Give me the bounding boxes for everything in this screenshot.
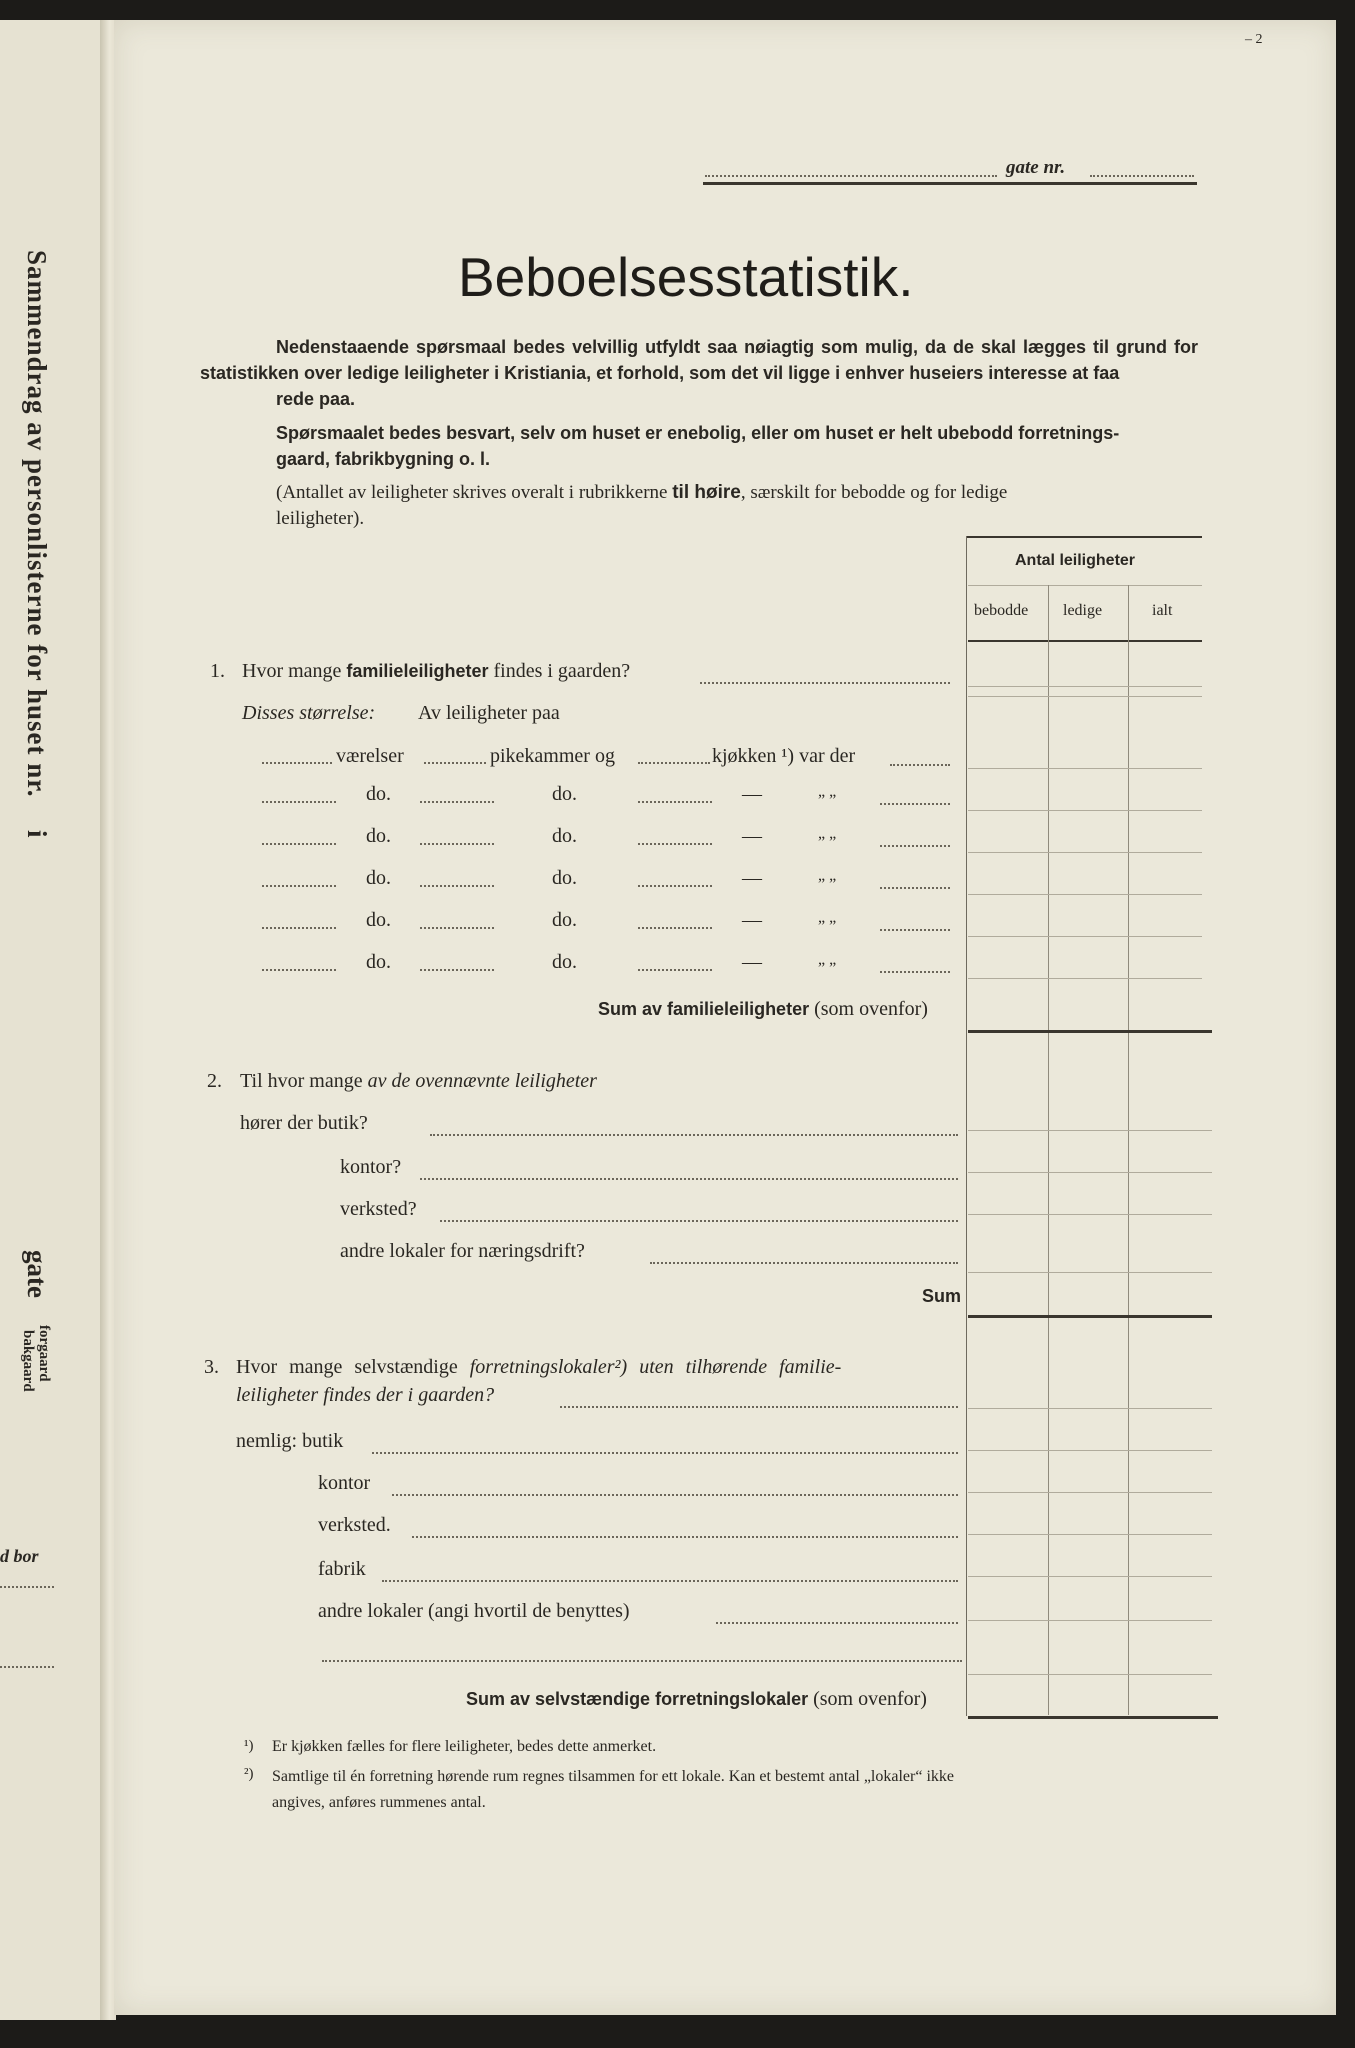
size-row-blank	[880, 803, 950, 805]
q3-leader	[560, 1406, 958, 1408]
do-ditto: „ „	[818, 783, 837, 800]
q3-extra-line	[322, 1660, 962, 1662]
do-dash: —	[742, 951, 762, 973]
q3-verksted: verksted.	[318, 1514, 391, 1536]
table-sum-rule-1	[968, 1030, 1212, 1033]
q3-number: 3.	[204, 1356, 219, 1378]
table-col-divider-1	[1048, 585, 1049, 1715]
footnote-2-text: Samtlige til én forretning hørende rum regnes tilsammen for ett lokale. Kan et bestemt antal „lokaler“ ikke	[272, 1768, 954, 1785]
size-row-blank	[262, 843, 336, 845]
q2-butik-leader	[430, 1134, 958, 1136]
q3-sum	[466, 1688, 927, 1711]
q1-pikekammer: pikekammer og	[490, 745, 615, 767]
do-ditto: „ „	[818, 909, 837, 926]
q1-sum-bold: Sum av familieleiligheter	[598, 999, 810, 1019]
q2-kontor-leader	[420, 1178, 958, 1180]
intro-p3-last: leiligheter).	[276, 508, 365, 529]
do-maid: do.	[552, 909, 577, 931]
do-maid: do.	[552, 825, 577, 847]
table-row-line	[968, 1214, 1212, 1215]
table-row-line	[968, 1172, 1212, 1173]
q3-question	[236, 1356, 962, 1379]
q3-text-c: uten tilhørende familie-	[627, 1356, 842, 1378]
footnote-2-last: angives, anføres rummenes antal.	[272, 1794, 486, 1811]
q3-andre-leader	[716, 1622, 958, 1624]
side-line	[0, 1586, 54, 1588]
table-row-line	[968, 810, 1202, 811]
q1-number: 1.	[210, 660, 225, 682]
do-maid: do.	[552, 951, 577, 973]
table-col-divider-2	[1128, 585, 1129, 1715]
q2-text-a: Til hvor mange	[240, 1070, 368, 1092]
table-row-line	[968, 1576, 1212, 1577]
kitchen-blank	[638, 762, 710, 764]
intro-p3-c: , særskilt for bebodde og for ledige	[740, 482, 1008, 503]
table-row-line	[968, 852, 1202, 853]
size-row-blank	[638, 843, 712, 845]
left-page-strip	[0, 20, 108, 2020]
size-row-blank	[420, 927, 494, 929]
table-sum-rule-2	[968, 1315, 1212, 1318]
size-row-blank	[262, 927, 336, 929]
do-dash: —	[742, 909, 762, 931]
size-row-blank	[638, 885, 712, 887]
q2-verksted: verksted?	[340, 1198, 417, 1220]
size-row-blank	[262, 969, 336, 971]
q2-andre: andre lokaler for næringsdrift?	[340, 1240, 585, 1262]
intro-paragraph-2	[200, 420, 1198, 472]
rooms-blank	[262, 762, 332, 764]
table-row-line	[968, 978, 1202, 979]
size-row-blank	[638, 927, 712, 929]
intro-p2-text: Spørsmaalet bedes besvart, selv om huset er enebolig, eller om huset er helt ubebodd forretnings-	[276, 423, 1120, 443]
size-row-blank	[880, 971, 950, 973]
side-i: i	[22, 830, 52, 838]
house-number-line	[1090, 175, 1194, 177]
q3-verksted-leader	[412, 1536, 958, 1538]
size-row-blank	[880, 887, 950, 889]
intro-paragraph-1	[200, 334, 1198, 412]
do-maid: do.	[552, 783, 577, 805]
col-header-ledige: ledige	[1063, 602, 1103, 619]
side-bor: d bor	[0, 1546, 39, 1566]
table-row-line	[968, 1534, 1212, 1535]
do-dash: —	[742, 783, 762, 805]
q2-verksted-leader	[440, 1220, 958, 1222]
table-row-line	[968, 1674, 1212, 1675]
table-row-line	[968, 1492, 1212, 1493]
footnote-1: Er kjøkken fælles for flere leiligheter, bedes dette anmerket.	[272, 1738, 657, 1755]
do-rooms: do.	[366, 825, 391, 847]
do-ditto: „ „	[818, 867, 837, 884]
corner-mark: – 2	[1245, 32, 1263, 47]
q1-leader	[700, 682, 950, 684]
size-row-blank	[420, 969, 494, 971]
q1-kjokken: kjøkken ¹) var der	[712, 745, 856, 767]
q3-fabrik: fabrik	[318, 1558, 366, 1580]
side-title: Sammendrag av personlisterne for huset nr.	[22, 250, 52, 798]
do-rooms: do.	[366, 909, 391, 931]
q1-text-c: findes i gaarden?	[488, 660, 631, 682]
table-row-line	[968, 936, 1202, 937]
size-row-blank	[638, 801, 712, 803]
table-row-line	[968, 1450, 1212, 1451]
do-ditto: „ „	[818, 825, 837, 842]
q3-text-ital: forretningslokaler²)	[469, 1356, 628, 1378]
q2-text-ital: av de ovennævnte leiligheter	[367, 1070, 597, 1092]
q1-text-a: Hvor mange	[242, 660, 347, 682]
q1-sizes-label: Disses størrelse:	[242, 702, 376, 724]
footnote-2	[272, 1764, 1200, 1816]
table-head-rule	[968, 640, 1202, 642]
do-dash: —	[742, 867, 762, 889]
size-row-blank	[638, 969, 712, 971]
table-row-line	[968, 894, 1202, 895]
q2-andre-leader	[650, 1262, 958, 1264]
maid-room-blank	[424, 762, 486, 764]
q2-kontor: kontor?	[340, 1156, 402, 1178]
q2-butik: hører der butik?	[240, 1112, 368, 1134]
q3-line2: leiligheter findes der i gaarden?	[236, 1384, 495, 1406]
q3-sum-bold: Sum av selvstændige forretningslokaler	[466, 1689, 809, 1709]
do-rooms: do.	[366, 783, 391, 805]
size-row-blank	[880, 929, 950, 931]
table-top-rule	[966, 536, 1202, 538]
table-row-line	[968, 1620, 1212, 1621]
size-row-leader	[890, 764, 950, 766]
q3-andre: andre lokaler (angi hvortil de benyttes)	[318, 1600, 630, 1622]
do-dash: —	[742, 825, 762, 847]
q2-question	[240, 1070, 597, 1093]
q1-question	[242, 660, 630, 683]
street-name-line	[705, 175, 997, 177]
size-row-blank	[420, 885, 494, 887]
q3-butik: nemlig: butik	[236, 1430, 344, 1452]
col-header-bebodde: bebodde	[974, 602, 1029, 619]
intro-p1-text: Nedenstaaende spørsmaal bedes velvillig utfyldt saa nøiagtig som mulig, da de skal lægges til grund for statistikken over ledige leiligheter i Kristiania, et forhold, som det vil ligge i enhver huseiers interesse at faa	[200, 337, 1198, 383]
side-line	[0, 1666, 54, 1668]
q3-butik-leader	[372, 1452, 958, 1454]
table-row-line	[968, 696, 1202, 697]
table-row-line	[968, 1272, 1212, 1273]
q1-sum	[598, 998, 928, 1021]
table-row-line	[968, 1408, 1212, 1409]
intro-p1-last: rede paa.	[276, 389, 356, 409]
col-header-ialt: ialt	[1152, 602, 1173, 619]
do-rooms: do.	[366, 867, 391, 889]
intro-p3-a: (Antallet av leiligheter skrives overalt i rubrikkerne	[276, 482, 673, 503]
do-ditto: „ „	[818, 951, 837, 968]
side-bakgaard: bakgaard	[20, 1330, 36, 1392]
gate-nr-label: gate nr.	[1006, 157, 1066, 178]
q2-sum: Sum	[922, 1286, 962, 1306]
q3-sum-rest: (som ovenfor)	[808, 1688, 927, 1710]
q1-vaerelser: værelser	[336, 745, 404, 767]
size-row-blank	[262, 885, 336, 887]
table-bottom-rule	[968, 1716, 1218, 1719]
do-maid: do.	[552, 867, 577, 889]
size-row-blank	[880, 845, 950, 847]
q2-number: 2.	[207, 1070, 222, 1092]
table-row-line	[968, 686, 1202, 687]
table-left-border	[966, 536, 967, 1716]
q1-text-bold: familieleiligheter	[346, 661, 489, 681]
side-forgaard: forgaard	[36, 1325, 52, 1382]
page-title: Beboelsesstatistik.	[458, 246, 914, 308]
intro-p3-bold: til høire	[672, 482, 741, 503]
table-head-divider	[968, 585, 1202, 586]
footnote-2-mark: ²)	[244, 1766, 254, 1782]
q3-kontor-leader	[392, 1494, 958, 1496]
side-gate: gate	[22, 1250, 52, 1298]
intro-p2-last: gaard, fabrikbygning o. l.	[276, 449, 491, 469]
footnote-1-mark: ¹)	[244, 1738, 254, 1754]
q3-text-a: Hvor mange selvstændige	[236, 1356, 470, 1378]
size-row-blank	[420, 843, 494, 845]
table-row-line	[968, 768, 1202, 769]
q1-sum-rest: (som ovenfor)	[809, 998, 928, 1020]
size-row-blank	[420, 801, 494, 803]
header-rule	[703, 182, 1197, 185]
size-row-blank	[262, 801, 336, 803]
do-rooms: do.	[366, 951, 391, 973]
q3-kontor: kontor	[318, 1472, 371, 1494]
q1-sizes-rest: Av leiligheter paa	[418, 702, 560, 724]
table-title: Antal leiligheter	[1015, 552, 1136, 569]
q3-fabrik-leader	[382, 1580, 958, 1582]
table-row-line	[968, 1130, 1212, 1131]
intro-paragraph-3	[200, 480, 1198, 532]
